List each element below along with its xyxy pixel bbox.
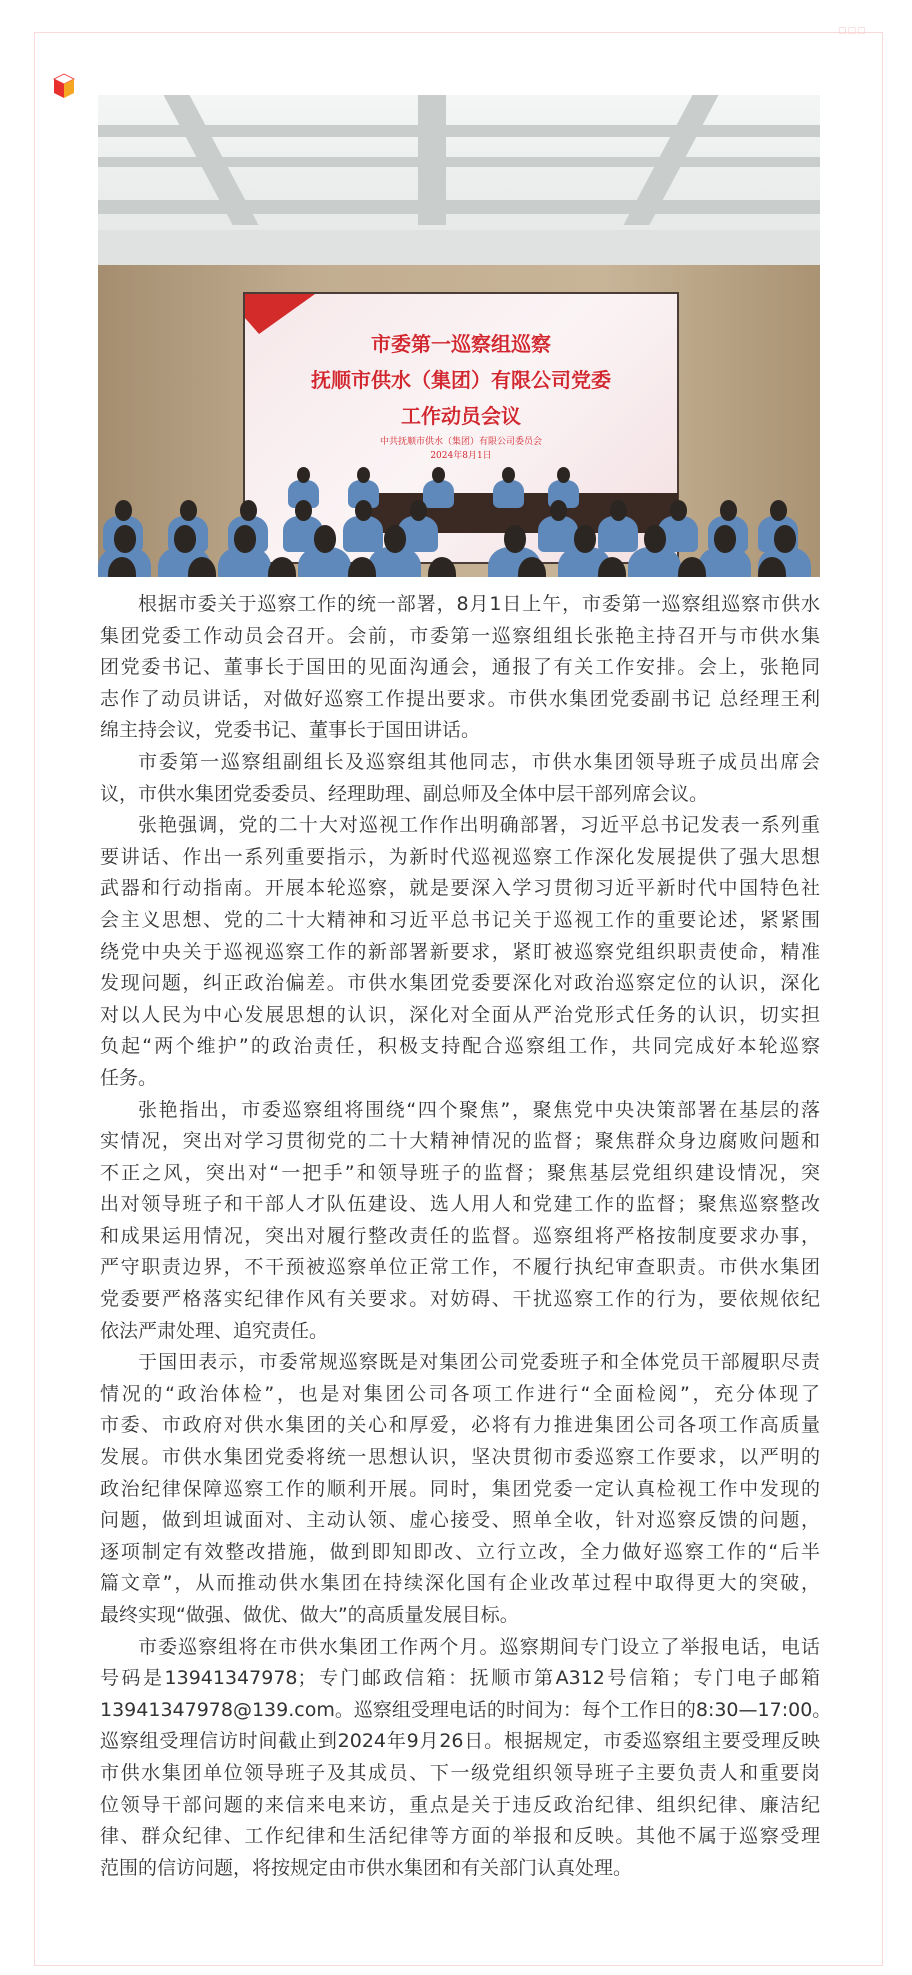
paragraph-line: 政治纪律保障巡察工作的顺利开展。同时，集团党委一定认真检视工作中发现的 [100, 1477, 820, 1500]
paragraph-line: 会主义思想、党的二十大精神和习近平总书记关于巡视工作的重要论述，紧紧围 [100, 908, 820, 931]
paragraph-line: 发现问题，纠正政治偏差。市供水集团党委要深化对政治巡察定位的认识，深化 [100, 972, 820, 995]
paragraph-line: 范围的信访问题，将按规定由市供水集团和有关部门认真处理。 [100, 1856, 633, 1879]
paragraph-line: 篇文章”，从而推动供水集团在持续深化国有企业改革过程中取得更大的突破， [100, 1572, 820, 1595]
paragraph-line: 于国田表示，市委常规巡察既是对集团公司党委班子和全体党员干部履职尽责 [138, 1351, 820, 1374]
paragraph-line: 出对领导班子和干部人才队伍建设、选人用人和党建工作的监督；聚焦巡察整改 [100, 1193, 820, 1216]
paragraph-line: 市供水集团单位领导班子及其成员、下一级党组织领导班子主要负责人和重要岗 [100, 1761, 820, 1784]
paragraph-line: 武器和行动指南。开展本轮巡察，就是要深入学习贯彻习近平新时代中国特色社 [100, 877, 820, 900]
cube-logo-icon [52, 73, 76, 99]
paragraph-line: 市委巡察组将在市供水集团工作两个月。巡察期间专门设立了举报电话，电话 [138, 1635, 820, 1658]
paragraph-line: 严守职责边界，不干预被巡察单位正常工作，不履行执纪审查职责。市供水集团 [100, 1256, 820, 1279]
paragraph-line: 律、群众纪律、工作纪律和生活纪律等方面的举报和反映。其他不属于巡察受理 [100, 1825, 820, 1848]
article-paragraph [100, 810, 820, 1094]
more-options-icon[interactable]: ▢▢▢ [838, 26, 867, 36]
paragraph-line: 和成果运用情况，突出对履行整改责任的监督。巡察组将严格按制度要求办事， [100, 1224, 820, 1247]
paragraph-line: 依法严肃处理、追究责任。 [100, 1319, 329, 1342]
article-paragraph [100, 1347, 820, 1631]
article-paragraph [100, 589, 820, 747]
article-paragraph [100, 1632, 832, 1885]
paragraph-line: 对以人民为中心发展思想的认识，深化对全面从严治党形式任务的认识，切实担 [100, 1003, 820, 1026]
screen-title-2: 抚顺市供水（集团）有限公司党委 [311, 368, 611, 392]
paragraph-line: 发展。市供水集团党委将统一思想认识，坚决贯彻市委巡察工作要求，以严明的 [100, 1446, 820, 1469]
paragraph-line: 市委第一巡察组副组长及巡察组其他同志，市供水集团领导班子成员出席会 [138, 750, 820, 773]
paragraph-line: 团党委书记、董事长于国田的见面沟通会，通报了有关工作安排。会上，张艳同 [100, 656, 820, 679]
paragraph-line: 最终实现“做强、做优、做大”的高质量发展目标。 [100, 1604, 519, 1626]
screen-date: 2024年8月1日 [430, 451, 492, 461]
meeting-photo [98, 95, 820, 577]
paragraph-line: 逐项制定有效整改措施，做到即知即改、立行立改，全力做好巡察工作的“后半 [100, 1540, 820, 1563]
paragraph-line: 议，市供水集团党委委员、经理助理、副总师及全体中层干部列席会议。 [100, 782, 709, 805]
paragraph-line: 张艳强调，党的二十大对巡视工作作出明确部署，习近平总书记发表一系列重 [138, 814, 820, 837]
screen-org: 中共抚顺市供水（集团）有限公司委员会 [379, 437, 542, 447]
article-paragraph [100, 747, 820, 810]
paragraph-line: 位领导干部问题的来信来电来访，重点是关于违反政治纪律、组织纪律、廉洁纪 [100, 1793, 820, 1816]
article-body [100, 589, 832, 1884]
paragraph-line: 党委要严格落实纪律作风有关要求。对妨碍、干扰巡察工作的行为，要依规依纪 [100, 1288, 820, 1311]
screen-title-3: 工作动员会议 [401, 404, 521, 428]
paragraph-line: 根据市委关于巡察工作的统一部署，8月1日上午，市委第一巡察组巡察市供水 [138, 593, 820, 615]
paragraph-line: 不正之风，突出对“一把手”和领导班子的监督；聚焦基层党组织建设情况，突 [100, 1161, 820, 1184]
paragraph-line: 情况的“政治体检”，也是对集团公司各项工作进行“全面检阅”，充分体现了 [100, 1382, 820, 1405]
paragraph-line: 要讲话、作出一系列重要指示，为新时代巡视巡察工作深化发展提供了强大思想 [100, 845, 820, 868]
paragraph-line: 问题，做到坦诚面对、主动认领、虚心接受、照单全收，针对巡察反馈的问题， [100, 1509, 820, 1532]
paragraph-line: 实情况，突出对学习贯彻党的二十大精神情况的监督；聚焦群众身边腐败问题和 [100, 1130, 820, 1153]
screen-title-1: 市委第一巡察组巡察 [371, 332, 551, 356]
paragraph-line: 志作了动员讲话，对做好巡察工作提出要求。市供水集团党委副书记 总经理王利 [100, 687, 820, 710]
paragraph-line: 巡察组受理信访时间截止到2024年9月26日。根据规定，市委巡察组主要受理反映 [100, 1730, 820, 1753]
paragraph-line: 市委、市政府对供水集团的关心和厚爱，必将有力推进集团公司各项工作高质量 [100, 1414, 820, 1437]
article-paragraph [100, 1095, 820, 1348]
paragraph-line: 集团党委工作动员会召开。会前，市委第一巡察组组长张艳主持召开与市供水集 [100, 624, 820, 647]
paragraph-line: 绕党中央关于巡视巡察工作的新部署新要求，紧盯被巡察党组织职责使命，精准 [100, 940, 820, 963]
paragraph-line: 任务。 [100, 1066, 158, 1089]
paragraph-line: 13941347978@139.com。巡察组受理电话的时间为：每个工作日的8:30—17:00。 [100, 1698, 832, 1721]
paragraph-line: 号码是13941347978；专门邮政信箱：抚顺市第A312号信箱；专门电子邮箱 [100, 1667, 820, 1690]
paragraph-line: 张艳指出，市委巡察组将围绕“四个聚焦”，聚焦党中央决策部署在基层的落 [138, 1098, 820, 1121]
paragraph-line: 绵主持会议，党委书记、董事长于国田讲话。 [100, 719, 481, 742]
paragraph-line: 负起“两个维护”的政治责任，积极支持配合巡察组工作，共同完成好本轮巡察 [100, 1035, 820, 1058]
photo-ceiling [98, 95, 820, 265]
